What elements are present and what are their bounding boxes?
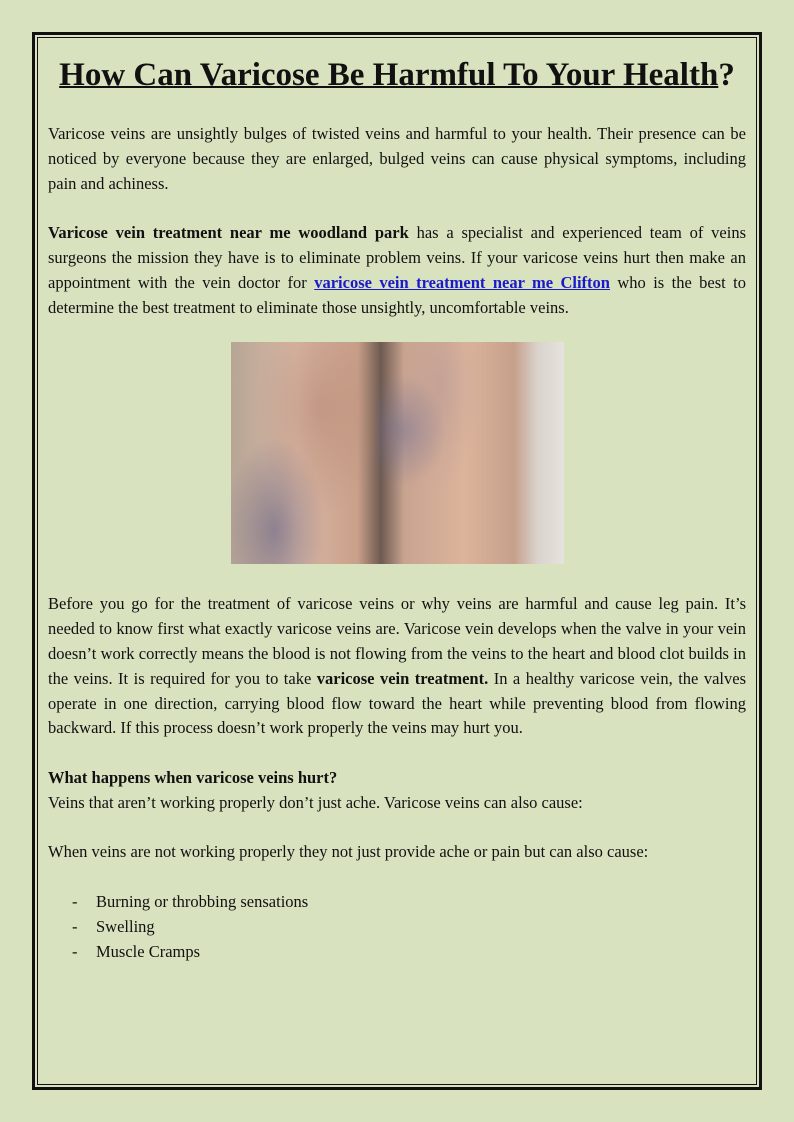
explanation-paragraph: Before you go for the treatment of varicose veins or why veins are harmful and cause leg pain. It’s needed to know first what exactly varicose veins are. Varicose vein develops when the valve in your vein doesn’t work correctly means the blood is not flowing from the veins to the heart and blood clot builds in the veins. It is required for you to take varicose vein treatment. In a healthy varicose vein, the valves operate in one direction, carrying blood flow toward the heart while preventing blood from flowing backward. If this process doesn’t work properly the veins may hurt you. — [48, 594, 746, 738]
document-body — [48, 50, 746, 964]
list-item: - Muscle Cramps — [72, 940, 746, 965]
symptom-list — [48, 890, 746, 964]
treatment-paragraph: Varicose vein treatment near me woodland park has a specialist and experienced team of veins surgeons the mission they have is to eliminate problem veins. If your varicose veins hurt then make an appointment with the vein doctor for varicose vein treatment near me Clifton who is the best to determine the best treatment to eliminate those unsightly, uncomfortable veins. — [48, 223, 747, 317]
symptoms-intro-2: When veins are not working properly they not just provide ache or pain but can also cause: — [48, 842, 649, 862]
intro-paragraph: Varicose veins are unsightly bulges of twisted veins and harmful to your health. Their presence can be noticed by everyone because they are enlarged, bulged veins can cause physical symptoms, including pain and achiness. — [48, 124, 746, 193]
list-item: - Swelling — [72, 915, 746, 940]
page-title: How Can Varicose Be Harmful To Your Health? — [59, 57, 735, 93]
list-item: - Burning or throbbing sensations — [72, 890, 746, 915]
clifton-treatment-link[interactable]: varicose vein treatment near me Clifton — [314, 272, 610, 292]
varicose-legs-photo — [231, 342, 564, 564]
symptoms-intro: Veins that aren’t working properly don’t just ache. Varicose veins can also cause: — [48, 792, 583, 812]
section-heading: What happens when varicose veins hurt? — [48, 767, 338, 787]
